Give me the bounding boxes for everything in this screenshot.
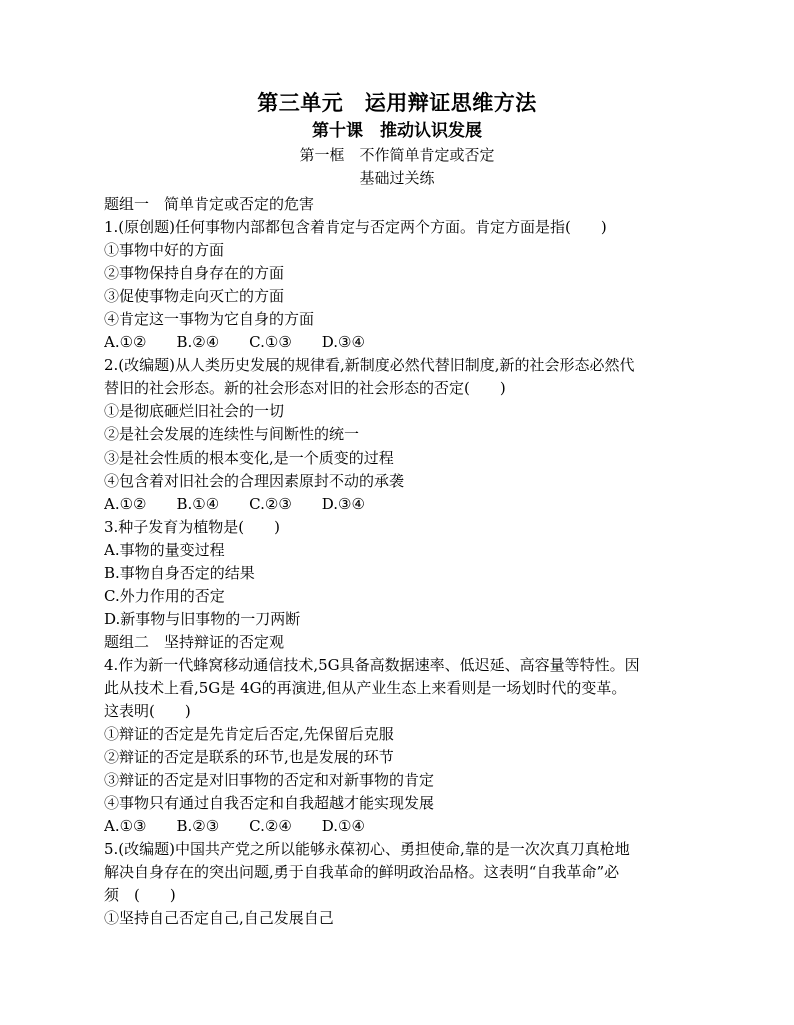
- answer-choices: A.①③ B.②③ C.②④ D.①④: [104, 817, 365, 836]
- option-item: ④事物只有通过自我否定和自我超越才能实现发展: [104, 794, 435, 813]
- question-stem: 替旧的社会形态。新的社会形态对旧的社会形态的否定( ): [104, 379, 506, 398]
- option-item: ②是社会发展的连续性与间断性的统一: [104, 425, 360, 444]
- option-item: A.事物的量变过程: [104, 540, 225, 559]
- option-item: ③辩证的否定是对旧事物的否定和对新事物的肯定: [104, 771, 435, 790]
- question-stem: 3.种子发育为植物是( ): [104, 517, 281, 536]
- option-item: ①辩证的否定是先肯定后否定,先保留后克服: [104, 725, 394, 744]
- question-stem: 2.(改编题)从人类历史发展的规律看,新制度必然代替旧制度,新的社会形态必然代: [104, 356, 635, 375]
- question-stem: 解决自身存在的突出问题,勇于自我革命的鲜明政治品格。这表明“自我革命”必: [104, 863, 620, 882]
- option-item: ①事物中好的方面: [104, 241, 225, 260]
- option-item: ③是社会性质的根本变化,是一个质变的过程: [104, 448, 394, 467]
- answer-choices: A.①② B.②④ C.①③ D.③④: [104, 333, 365, 352]
- group-title: 题组二 坚持辩证的否定观: [104, 632, 285, 651]
- option-item: ④包含着对旧社会的合理因素原封不动的承袭: [104, 471, 405, 490]
- lesson-title: 第十课 推动认识发展: [312, 121, 482, 141]
- header: [0, 88, 794, 190]
- option-item: ②辩证的否定是联系的环节,也是发展的环节: [104, 748, 394, 767]
- option-item: ①坚持自己否定自己,自己发展自己: [104, 909, 334, 928]
- option-item: ②事物保持自身存在的方面: [104, 264, 285, 283]
- option-item: ③促使事物走向灭亡的方面: [104, 287, 285, 306]
- question-body: [104, 193, 704, 931]
- question-stem: 5.(改编题)中国共产党之所以能够永葆初心、勇担使命,靠的是一次次真刀真枪地: [104, 840, 630, 859]
- question-stem: 须 ( ): [104, 886, 176, 905]
- option-item: B.事物自身否定的结果: [104, 563, 255, 582]
- option-item: D.新事物与旧事物的一刀两断: [104, 609, 301, 628]
- unit-title: 第三单元 运用辩证思维方法: [257, 91, 537, 115]
- question-stem: 这表明( ): [104, 702, 191, 721]
- option-item: ①是彻底砸烂旧社会的一切: [104, 402, 285, 421]
- frame-title: 第一框 不作简单肯定或否定: [299, 146, 495, 164]
- section-title: 基础过关练: [359, 169, 435, 187]
- question-stem: 此从技术上看,5G是 4G的再演进,但从产业生态上来看则是一场划时代的变革。: [104, 678, 627, 697]
- question-stem: 4.作为新一代蜂窝移动通信技术,5G具备高数据速率、低迟延、高容量等特性。因: [104, 655, 640, 674]
- question-stem: 1.(原创题)任何事物内部都包含着肯定与否定两个方面。肯定方面是指( ): [104, 218, 607, 237]
- answer-choices: A.①② B.①④ C.②③ D.③④: [104, 494, 365, 513]
- option-item: ④肯定这一事物为它自身的方面: [104, 310, 315, 329]
- group-title: 题组一 简单肯定或否定的危害: [104, 195, 315, 213]
- option-item: C.外力作用的否定: [104, 586, 225, 605]
